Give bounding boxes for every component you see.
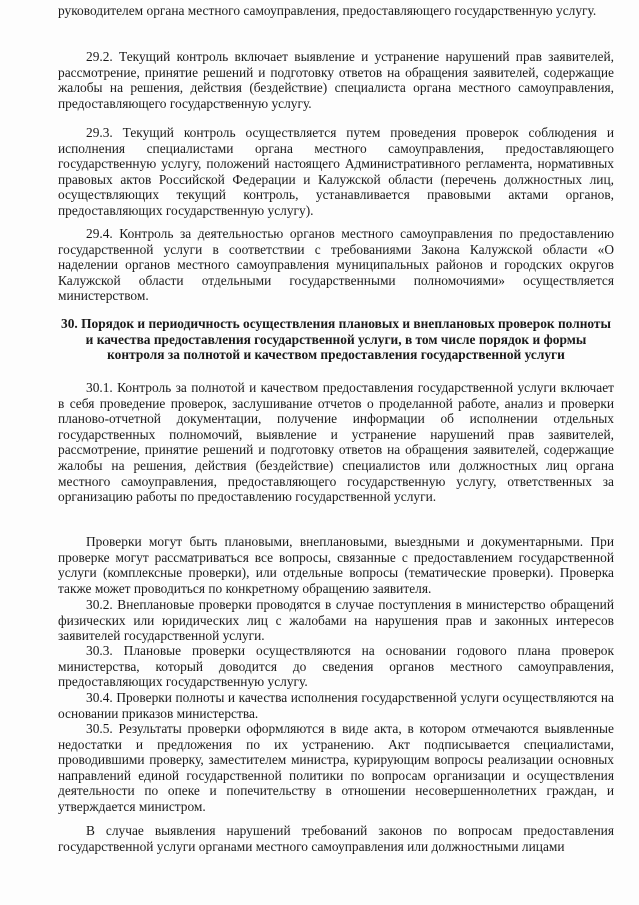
paragraph-30-3: 30.3. Плановые проверки осуществляются на основании годового плана проверок министерства, который доводится до сведения органов местного самоуправления, предоставляющих государственную услугу. — [58, 643, 614, 690]
paragraph-30-5: 30.5. Результаты проверки оформляются в виде акта, в котором отмечаются выявленные недостатки и предложения по их устранению. Акт подписывается специалистами, проводившими проверку, заместителем министра, курирующим вопросы реализации основных направлений единой государственной политики по вопросам организации и осуществления деятельности по опеке и попечительству в отношении несовершеннолетних граждан, и утверждается министром. — [58, 721, 614, 814]
paragraph-checks: Проверки могут быть плановыми, внеплановыми, выездными и документарными. При проверке могут рассматриваться все вопросы, связанные с предоставлением государственной услуги (комплексные проверки), или отдельные вопросы (тематические проверки). Проверка также может проводиться по конкретному обращению заявителя. — [58, 534, 614, 596]
paragraph-29-2: 29.2. Текущий контроль включает выявление и устранение нарушений прав заявителей, рассмотрение, принятие решений и подготовку ответов на обращения заявителей, содержащие жалобы на решения, действия (бездействие) специалиста органа местного самоуправления, предоставляющего государственную услугу. — [58, 49, 614, 111]
paragraph-29-4: 29.4. Контроль за деятельностью органов местного самоуправления по предоставлению государственной услуги в соответствии с требованиями Закона Калужской области «О наделении органов местного самоуправления муниципальных районов и городских округов Калужской области отдельными государственными полномочиями» осуществляется министерством. — [58, 226, 614, 304]
paragraph-30-2: 30.2. Внеплановые проверки проводятся в случае поступления в министерство обращений физических или юридических лиц с жалобами на нарушения прав и законных интересов заявителей государственной услуги. — [58, 597, 614, 644]
paragraph-continuation: руководителем органа местного самоуправления, предоставляющего государственную услугу. — [58, 3, 597, 18]
paragraph-violations: В случае выявления нарушений требований законов по вопросам предоставления государственной услуги органами местного самоуправления или должностными лицами — [58, 823, 614, 854]
paragraph-30-1: 30.1. Контроль за полнотой и качеством предоставления государственной услуги включает в себя проведение проверок, заслушивание отчетов о проделанной работе, анализ и проверки планово-отчетной документации, получение информации об исполнении отдельных государственных полномочий, выявление и устранение нарушений прав заявителей, рассмотрение, принятие решений и подготовку ответов на обращения заявителей, содержащие жалобы на решения, действия (бездействие) специалистов или должностных лиц органа местного самоуправления, предоставляющего государственную услугу, ответственных за организацию работы по предоставлению государственной услуги. — [58, 380, 614, 505]
section-heading-30: 30. Порядок и периодичность осуществления плановых и внеплановых проверок полноты и качества предоставления государственной услуги, в том числе порядок и формы контроля за полнотой и качеством предоставления государственной услуги — [61, 316, 611, 363]
paragraph-29-3: 29.3. Текущий контроль осуществляется путем проведения проверок соблюдения и исполнения специалистами органа местного самоуправления, предоставляющего государственную услугу, положений настоящего Административного регламента, нормативных правовых актов Российской Федерации и Калужской области (перечень должностных лиц, осуществляющих текущий контроль, устанавливается правовыми актами органов, предоставляющих государственную услугу). — [58, 125, 614, 218]
paragraph-30-4: 30.4. Проверки полноты и качества исполнения государственной услуги осуществляются на основании приказов министерства. — [58, 690, 614, 721]
